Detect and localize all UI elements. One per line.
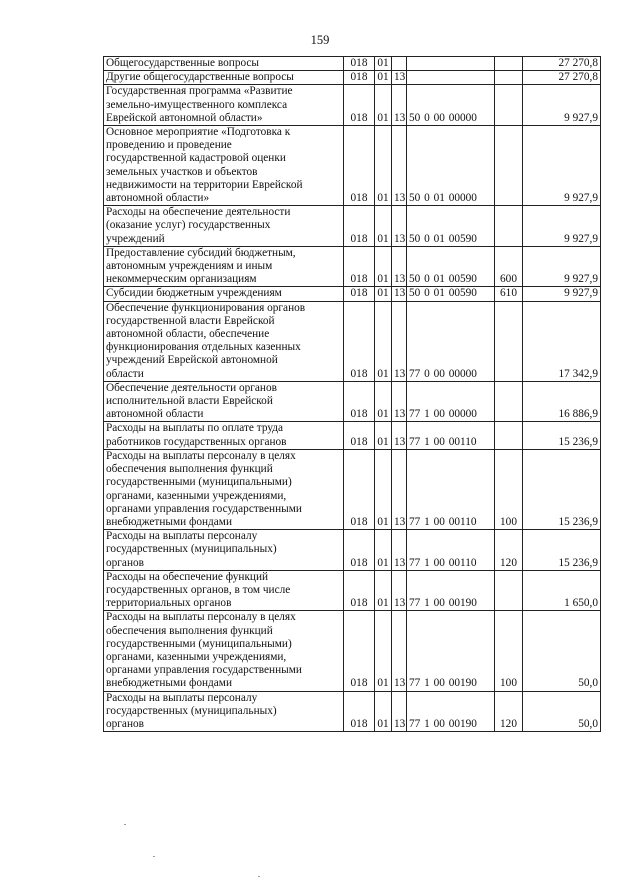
ministry-code: 018 [344,611,375,691]
section-code: 01 [375,422,392,449]
row-name: Общегосударственные вопросы [104,57,344,71]
ministry-code: 018 [344,530,375,571]
target-article-code [407,57,495,71]
row-name: Расходы на выплаты персоналу в целях обеспечения выполнения функций государственными (муниципальными) органами, казенными учреждениями, органами управления государственными внебюджетными фондами [104,449,344,529]
amount-value: 9 927,9 [523,126,601,206]
amount-value: 16 886,9 [523,381,601,422]
subsection-code: 13 [392,449,407,529]
amount-value: 50,0 [523,611,601,691]
row-name: Расходы на выплаты по оплате труда работников государственных органов [104,422,344,449]
subsection-code: 13 [392,530,407,571]
scan-speck [258,876,260,877]
expense-kind-code: 600 [495,246,523,287]
ministry-code: 018 [344,381,375,422]
ministry-code: 018 [344,126,375,206]
budget-table-body [104,57,601,732]
expense-kind-code: 100 [495,449,523,529]
ministry-code: 018 [344,570,375,611]
ministry-code: 018 [344,85,375,126]
amount-value: 15 236,9 [523,422,601,449]
section-code: 01 [375,85,392,126]
amount-value: 9 927,9 [523,246,601,287]
section-code: 01 [375,246,392,287]
subsection-code: 13 [392,85,407,126]
table-row [104,422,601,449]
subsection-code: 13 [392,422,407,449]
amount-value: 9 927,9 [523,206,601,247]
ministry-code: 018 [344,287,375,301]
amount-value: 15 236,9 [523,449,601,529]
expense-kind-code [495,301,523,381]
subsection-code: 13 [392,126,407,206]
target-article-code: 77 0 00 00000 [407,301,495,381]
subsection-code: 13 [392,287,407,301]
row-name: Обеспечение деятельности органов исполнительной власти Еврейской автономной области [104,381,344,422]
table-row [104,530,601,571]
amount-value: 1 650,0 [523,570,601,611]
subsection-code: 13 [392,301,407,381]
table-row [104,381,601,422]
amount-value: 27 270,8 [523,57,601,71]
scan-speck [153,856,155,857]
table-row [104,126,601,206]
subsection-code [392,57,407,71]
table-row [104,85,601,126]
target-article-code: 77 1 00 00110 [407,530,495,571]
row-name: Расходы на обеспечение функций государственных органов, в том числе территориальных органов [104,570,344,611]
row-name: Расходы на обеспечение деятельности (оказание услуг) государственных учреждений [104,206,344,247]
expense-kind-code [495,85,523,126]
section-code: 01 [375,301,392,381]
section-code: 01 [375,691,392,732]
target-article-code: 77 1 00 00110 [407,449,495,529]
table-row [104,301,601,381]
page-number: 159 [310,33,330,47]
row-name: Основное мероприятие «Подготовка к проведению и проведение государственной кадастровой оценки земельных участков и объектов недвижимости на территории Еврейской автономной области» [104,126,344,206]
budget-table [103,56,601,732]
section-code: 01 [375,611,392,691]
subsection-code: 13 [392,206,407,247]
scan-speck [124,824,126,825]
row-name: Предоставление субсидий бюджетным, автономным учреждениям и иным некоммерческим организациям [104,246,344,287]
target-article-code: 77 1 00 00000 [407,381,495,422]
target-article-code: 77 1 00 00110 [407,422,495,449]
section-code: 01 [375,126,392,206]
expense-kind-code: 610 [495,287,523,301]
table-row [104,611,601,691]
target-article-code: 77 1 00 00190 [407,570,495,611]
table-row [104,570,601,611]
amount-value: 17 342,9 [523,301,601,381]
expense-kind-code: 120 [495,530,523,571]
expense-kind-code [495,422,523,449]
section-code: 01 [375,530,392,571]
amount-value: 27 270,8 [523,71,601,85]
ministry-code: 018 [344,57,375,71]
ministry-code: 018 [344,71,375,85]
ministry-code: 018 [344,449,375,529]
amount-value: 9 927,9 [523,287,601,301]
section-code: 01 [375,57,392,71]
expense-kind-code [495,71,523,85]
section-code: 01 [375,570,392,611]
subsection-code: 13 [392,71,407,85]
target-article-code: 50 0 01 00590 [407,206,495,247]
expense-kind-code [495,570,523,611]
target-article-code: 50 0 01 00590 [407,287,495,301]
table-row [104,287,601,301]
ministry-code: 018 [344,422,375,449]
row-name: Другие общегосударственные вопросы [104,71,344,85]
table-row [104,71,601,85]
row-name: Расходы на выплаты персоналу в целях обеспечения выполнения функций государственными (муниципальными) органами, казенными учреждениями, органами управления государственными внебюджетными фондами [104,611,344,691]
expense-kind-code [495,381,523,422]
subsection-code: 13 [392,570,407,611]
subsection-code: 13 [392,381,407,422]
section-code: 01 [375,287,392,301]
expense-kind-code [495,206,523,247]
table-row [104,206,601,247]
section-code: 01 [375,449,392,529]
section-code: 01 [375,206,392,247]
row-name: Государственная программа «Развитие земельно-имущественного комплекса Еврейской автономной области» [104,85,344,126]
section-code: 01 [375,381,392,422]
table-row [104,57,601,71]
row-name: Расходы на выплаты персоналу государственных (муниципальных) органов [104,691,344,732]
table-row [104,449,601,529]
amount-value: 9 927,9 [523,85,601,126]
subsection-code: 13 [392,691,407,732]
ministry-code: 018 [344,301,375,381]
expense-kind-code: 100 [495,611,523,691]
row-name: Расходы на выплаты персоналу государственных (муниципальных) органов [104,530,344,571]
ministry-code: 018 [344,246,375,287]
target-article-code [407,71,495,85]
target-article-code: 50 0 01 00590 [407,246,495,287]
row-name: Обеспечение функционирования органов государственной власти Еврейской автономной области, обеспечение функционирования отдельных казенных учреждений Еврейской автономной области [104,301,344,381]
section-code: 01 [375,71,392,85]
target-article-code: 50 0 00 00000 [407,85,495,126]
amount-value: 50,0 [523,691,601,732]
ministry-code: 018 [344,691,375,732]
target-article-code: 77 1 00 00190 [407,691,495,732]
target-article-code: 77 1 00 00190 [407,611,495,691]
expense-kind-code [495,57,523,71]
subsection-code: 13 [392,611,407,691]
ministry-code: 018 [344,206,375,247]
row-name: Субсидии бюджетным учреждениям [104,287,344,301]
amount-value: 15 236,9 [523,530,601,571]
expense-kind-code [495,126,523,206]
expense-kind-code: 120 [495,691,523,732]
subsection-code: 13 [392,246,407,287]
table-row [104,246,601,287]
table-row [104,691,601,732]
target-article-code: 50 0 01 00000 [407,126,495,206]
